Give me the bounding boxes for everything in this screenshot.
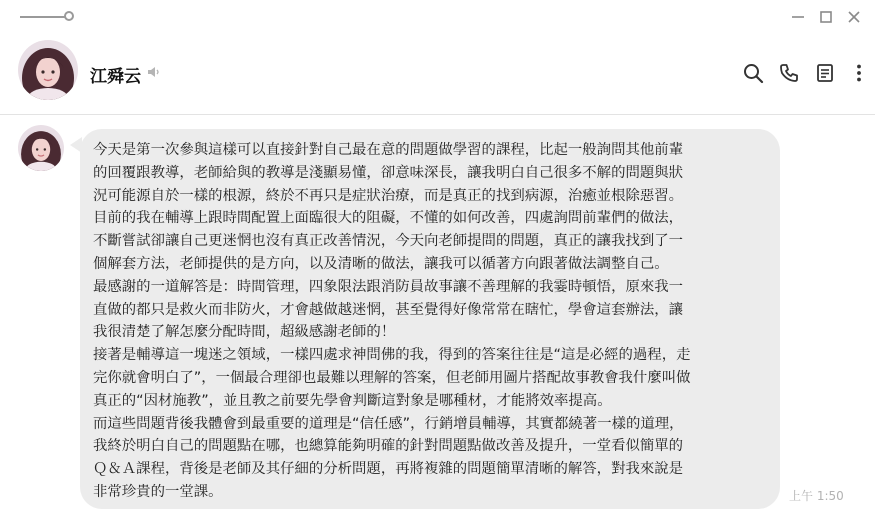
- window-titlebar: [0, 0, 875, 34]
- maximize-icon: [815, 6, 837, 28]
- pin-slider-track: [20, 16, 66, 18]
- message-line: 直做的都只是救火而非防火，才會越做越迷惘，甚至覺得好像常常在瞎忙，學會這套辦法，讓: [93, 301, 684, 318]
- message-line: 個解套方法，老師提供的是方向，以及清晰的做法，讓我可以循著方向跟著做法調整自己。: [93, 255, 669, 272]
- message-line: Ｑ＆Ａ課程，背後是老師及其仔細的分析問題，再將複雜的問題簡單清晰的解答，對我來說是: [93, 461, 684, 478]
- message-line: 況可能源自於一樣的根源，終於不再只是症狀治療，而是真正的找到病源，治癒並根除惡習。: [93, 187, 684, 204]
- minimize-button[interactable]: [787, 6, 809, 28]
- message-line: 的回覆跟教導，老師給與的教導是淺顯易懂，卻意味深長，讓我明白自己很多不解的問題與狀: [93, 164, 684, 181]
- call-icon[interactable]: [778, 62, 800, 84]
- pin-slider-knob[interactable]: [64, 11, 74, 21]
- message-line: 非常珍貴的一堂課。: [93, 483, 223, 500]
- close-button[interactable]: [843, 6, 865, 28]
- avatar-photo: [18, 125, 64, 171]
- message-line: 我很清楚了解怎麼分配時間，超級感謝老師的！: [93, 324, 396, 341]
- mute-icon: [146, 64, 162, 80]
- maximize-button[interactable]: [815, 6, 837, 28]
- message-line: 目前的我在輔導上跟時間配置上面臨很大的阻礙，不懂的如何改善，四處詢問前輩們的做法，: [93, 210, 684, 227]
- message-line: 真正的“因材施教”，並且教之前要先學會判斷這對象是哪種材，才能將效率提高。: [93, 392, 612, 409]
- contact-avatar[interactable]: [18, 40, 78, 100]
- contact-name[interactable]: 江舜云: [90, 67, 141, 87]
- message-line: 最感謝的一道解答是：時間管理，四象限法跟消防員故事讓不善理解的我霎時頓悟，原來我一: [93, 278, 684, 295]
- message-time: 上午 1:50: [789, 489, 844, 503]
- chat-messages: [0, 115, 875, 522]
- message-line: 接著是輔導這一塊迷之領域，一樣四處求神問佛的我，得到的答案往往是“這是必經的過程，走: [93, 347, 691, 364]
- message-line: 今天是第一次參與這樣可以直接針對自己最在意的問題做學習的課程，比起一般詢問其他前輩: [93, 142, 684, 158]
- message-bubble[interactable]: [80, 129, 780, 509]
- pin-slider[interactable]: [20, 10, 76, 24]
- message-line: 我終於明白自己的問題點在哪，也總算能夠明確的針對問題點做改善及提升，一堂看似簡單的: [93, 438, 684, 455]
- message-line: 而這些問題背後我體會到最重要的道理是“信任感”，行銷增員輔導，其實都繞著一樣的道理，: [93, 415, 684, 432]
- message-line: 不斷嘗試卻讓自己更迷惘也沒有真正改善情況，今天向老師提問的問題，真正的讓我找到了一: [93, 233, 684, 250]
- sender-avatar[interactable]: [18, 125, 64, 171]
- minimize-icon: [787, 6, 809, 28]
- more-icon[interactable]: [848, 62, 870, 84]
- notes-icon[interactable]: [814, 62, 836, 84]
- chat-header: [0, 34, 875, 115]
- avatar-photo: [18, 40, 78, 100]
- message-line: 完你就會明白了”，一個最合理卻也最難以理解的答案，但老師用圖片搭配故事教會我什麼叫做: [93, 369, 691, 386]
- close-icon: [843, 6, 865, 28]
- search-icon[interactable]: [742, 62, 764, 84]
